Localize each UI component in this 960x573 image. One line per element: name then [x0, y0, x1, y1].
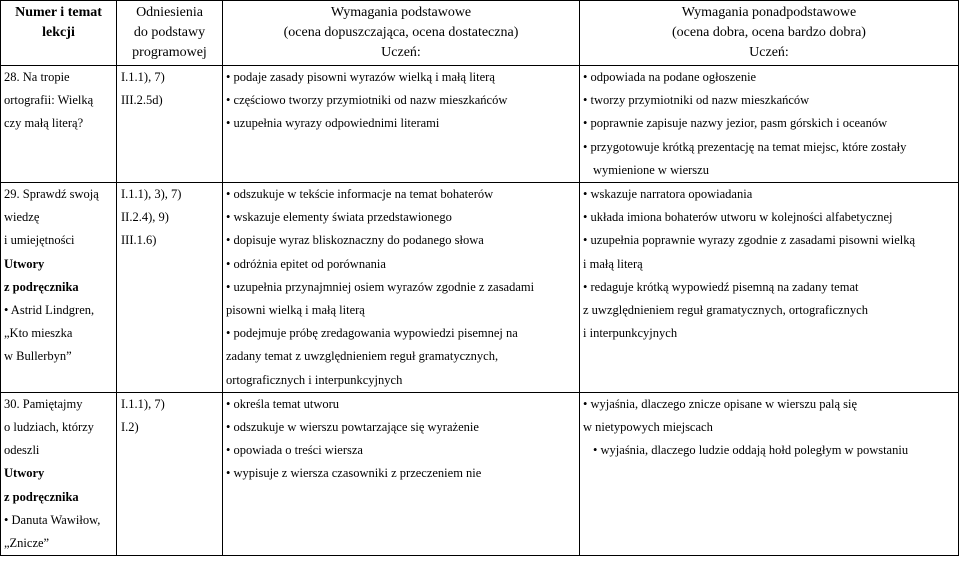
basic-requirements-cell — [223, 66, 580, 183]
requirement-line: • wskazuje elementy świata przedstawionego — [226, 206, 576, 229]
requirement-line: • uzupełnia poprawnie wyrazy zgodnie z zasadami pisowni wielką — [583, 229, 955, 252]
lesson-topic-cell — [1, 183, 117, 393]
topic-line: ortografii: Wielką — [4, 93, 94, 108]
ref-line: III.2.5d) — [121, 93, 163, 108]
topic-line: Utwory — [4, 466, 45, 481]
header-topic: Numer i temat lekcji — [1, 1, 117, 66]
topic-line: i umiejętności — [4, 233, 75, 248]
requirement-line: • redaguje krótką wypowiedź pisemną na zadany temat — [583, 276, 955, 299]
table-row — [1, 66, 959, 183]
basic-requirements-cell — [223, 183, 580, 393]
topic-line: z podręcznika — [4, 279, 79, 294]
requirement-line: • wyjaśnia, dlaczego znicze opisane w wierszu palą się — [583, 393, 955, 416]
requirement-line: zadany temat z uwzględnieniem reguł gramatycznych, — [226, 349, 499, 364]
requirement-line: i małą literą — [583, 256, 643, 271]
requirement-line: • opowiada o treści wiersza — [226, 439, 576, 462]
requirement-line: • wypisuje z wiersza czasowniki z przeczeniem nie — [226, 462, 576, 485]
requirement-line: • częściowo tworzy przymiotniki od nazw mieszkańców — [226, 89, 576, 112]
advanced-requirements-cell — [580, 66, 959, 183]
requirement-line: • wyjaśnia, dlaczego ludzie oddają hołd poległym w powstaniu — [583, 439, 955, 462]
topic-line: • Danuta Wawiłow, — [4, 512, 101, 527]
requirement-line: • tworzy przymiotniki od nazw mieszkańców — [583, 89, 955, 112]
topic-line: czy małą literą? — [4, 116, 84, 131]
topic-line: 28. Na tropie — [4, 70, 70, 84]
curriculum-refs-cell — [117, 66, 223, 183]
lesson-topic-cell — [1, 392, 117, 555]
ref-line: I.1.1), 3), 7) — [121, 187, 182, 202]
table-row — [1, 392, 959, 555]
ref-line: II.2.4), 9) — [121, 210, 169, 225]
header-basic: Wymagania podstawowe (ocena dopuszczająca, ocena dostateczna) Uczeń: — [223, 1, 580, 66]
curriculum-refs-cell — [117, 392, 223, 555]
topic-line: Utwory — [4, 256, 45, 271]
header-row — [1, 1, 959, 66]
requirement-line: • poprawnie zapisuje nazwy jezior, pasm górskich i oceanów — [583, 112, 955, 135]
topic-line: 30. Pamiętajmy — [4, 396, 83, 411]
requirement-line: • uzupełnia przynajmniej osiem wyrazów zgodnie z zasadami — [226, 276, 576, 299]
header-advanced: Wymagania ponadpodstawowe (ocena dobra, ocena bardzo dobra) Uczeń: — [580, 1, 959, 66]
advanced-requirements-cell — [580, 183, 959, 393]
requirement-line: • uzupełnia wyrazy odpowiednimi literami — [226, 112, 576, 135]
requirement-line: z uwzględnieniem reguł gramatycznych, ortograficznych — [583, 303, 868, 318]
header-refs: Odniesienia do podstawy programowej — [117, 1, 223, 66]
topic-line: o ludziach, którzy — [4, 420, 94, 435]
requirement-line: • dopisuje wyraz bliskoznaczny do podanego słowa — [226, 229, 576, 252]
requirement-line: i interpunkcyjnych — [583, 326, 678, 341]
ref-line: I.2) — [121, 420, 139, 435]
topic-line: wiedzę — [4, 210, 40, 225]
requirement-line: • układa imiona bohaterów utworu w kolejności alfabetycznej — [583, 206, 955, 229]
lesson-topic-cell — [1, 66, 117, 183]
ref-line: III.1.6) — [121, 233, 157, 248]
ref-line: I.1.1), 7) — [121, 70, 165, 84]
topic-line: „Kto mieszka — [4, 326, 73, 341]
requirement-line: • określa temat utworu — [226, 393, 576, 416]
requirement-line: • przygotowuje krótką prezentację na temat miejsc, które zostały — [583, 136, 955, 159]
topic-line: z podręcznika — [4, 489, 79, 504]
requirement-line: pisowni wielką i małą literą — [226, 303, 365, 318]
requirement-line: • odszukuje w wierszu powtarzające się wyrażenie — [226, 416, 576, 439]
requirement-line: • podaje zasady pisowni wyrazów wielką i małą literą — [226, 66, 576, 89]
topic-line: „Znicze” — [4, 536, 50, 551]
curriculum-refs-cell — [117, 183, 223, 393]
advanced-requirements-cell — [580, 392, 959, 555]
ref-line: I.1.1), 7) — [121, 396, 165, 411]
topic-line: • Astrid Lindgren, — [4, 303, 95, 318]
requirement-line: ortograficznych i interpunkcyjnych — [226, 372, 403, 387]
table-row — [1, 183, 959, 393]
topic-line: 29. Sprawdź swoją — [4, 187, 99, 202]
basic-requirements-cell — [223, 392, 580, 555]
requirement-line: • odszukuje w tekście informacje na temat bohaterów — [226, 183, 576, 206]
requirement-line: wymienione w wierszu — [593, 162, 709, 177]
requirement-line: • odróżnia epitet od porównania — [226, 253, 576, 276]
requirement-line: • podejmuje próbę zredagowania wypowiedzi pisemnej na — [226, 322, 576, 345]
topic-line: odeszli — [4, 443, 40, 458]
requirement-line: • wskazuje narratora opowiadania — [583, 183, 955, 206]
topic-line: w Bullerbyn” — [4, 349, 72, 364]
requirement-line: w nietypowych miejscach — [583, 420, 713, 435]
requirement-line: • odpowiada na podane ogłoszenie — [583, 66, 955, 89]
